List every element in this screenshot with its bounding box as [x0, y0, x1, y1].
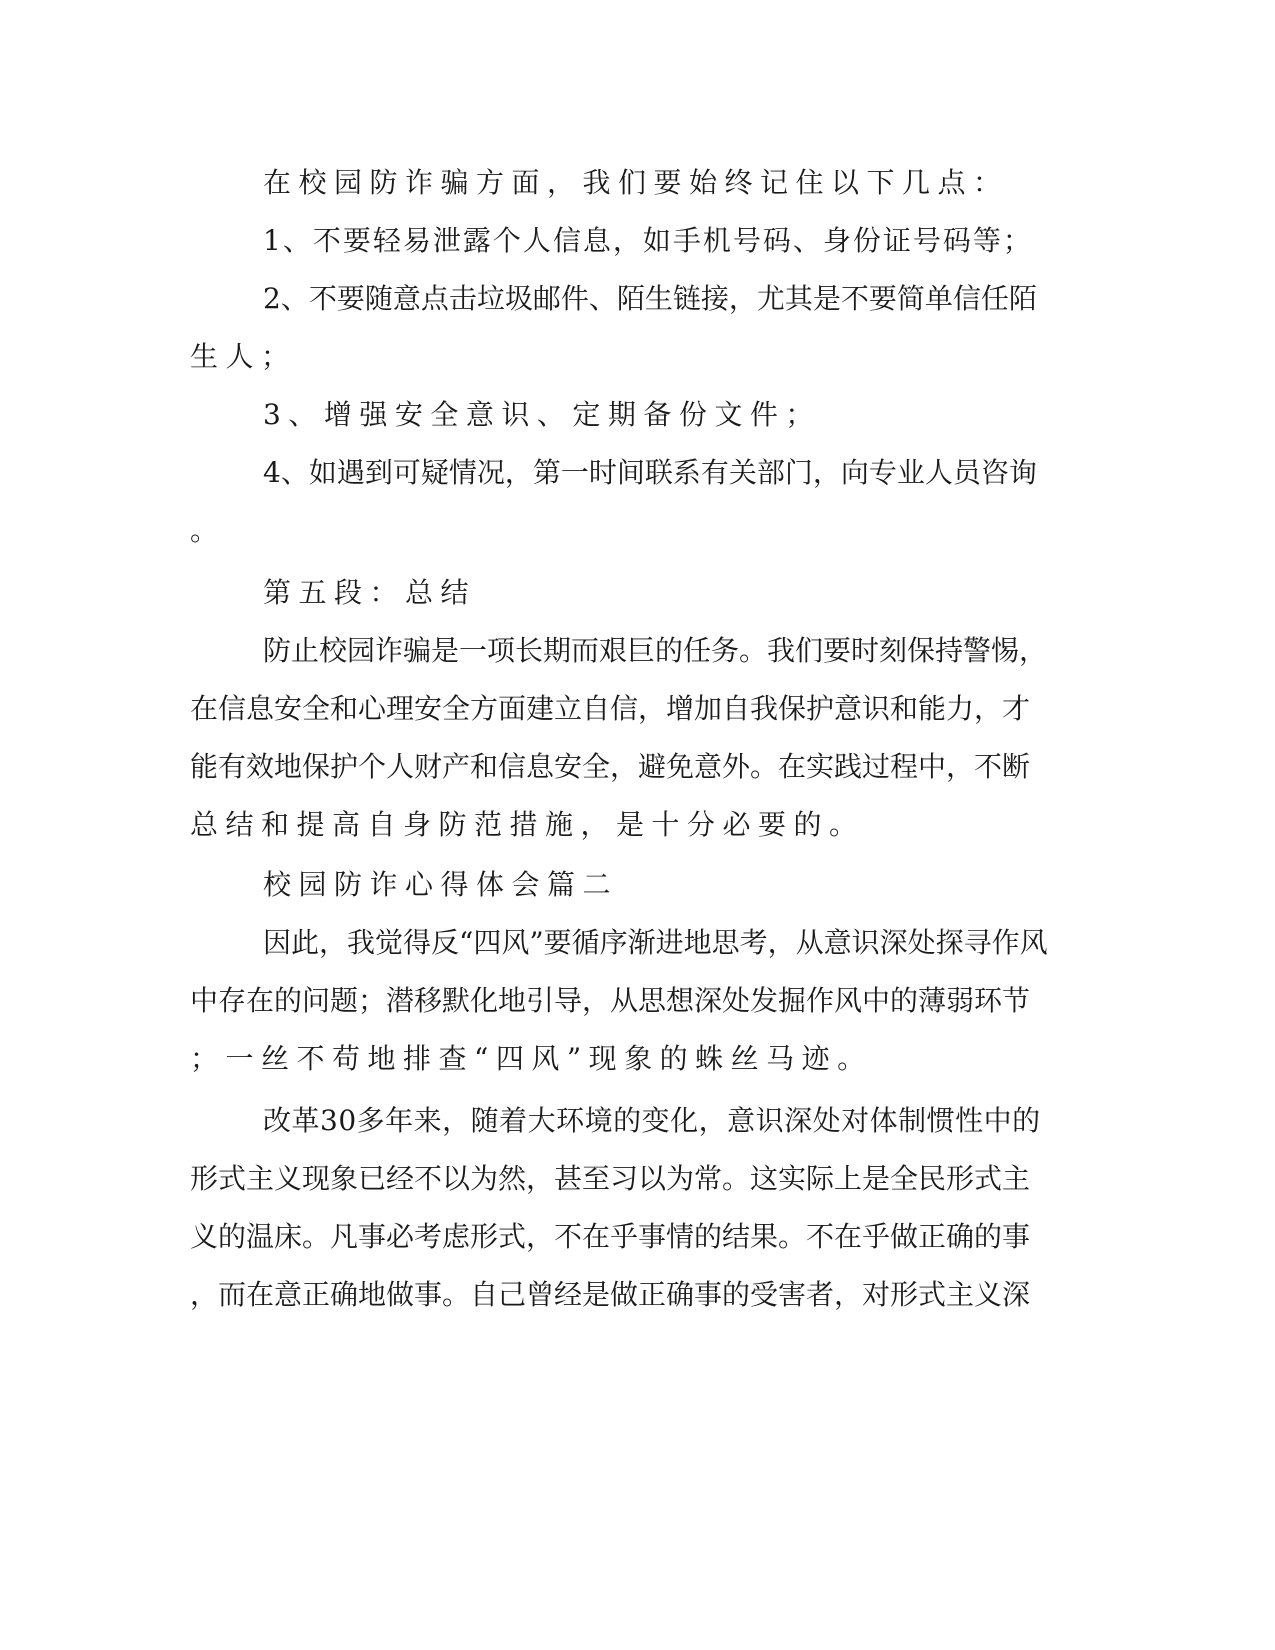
text-line: ；一丝不苟地排查“四风”现象的蛛丝马迹。: [190, 1042, 873, 1075]
text-line: 在信息安全和心理安全方面建立自信，增加自我保护意识和能力，才: [190, 692, 1031, 725]
text-line: 中存在的问题；潜移默化地引导，从思想深处发掘作风中的薄弱环节: [190, 984, 1031, 1017]
text-line: 在校园防诈骗方面，我们要始终记住以下几点：: [263, 166, 1009, 199]
text-line: 防止校园诈骗是一项长期而艰巨的任务。我们要时刻保持警惕，: [263, 634, 1048, 667]
text-line: 义的温床。凡事必考虑形式，不在乎事情的结果。不在乎做正确的事: [190, 1220, 1031, 1253]
text-line: 因此，我觉得反“四风”要循序渐进地思考，从意识深处探寻作风: [263, 926, 1048, 959]
list-item: 4、如遇到可疑情况，第一时间联系有关部门，向专业人员咨询: [263, 456, 1037, 489]
list-item: 3、增强安全意识、定期备份文件；: [263, 398, 821, 431]
list-item: 1、不要轻易泄露个人信息，如手机号码、身份证号码等；: [263, 224, 1033, 257]
section-heading: 第五段：总结: [263, 576, 477, 609]
text-line: 能有效地保护个人财产和信息安全，避免意外。在实践过程中，不断: [190, 750, 1031, 783]
text-line: 生人；: [190, 340, 297, 373]
text-line: ，而在意正确地做事。自己曾经是做正确事的受害者，对形式主义深: [190, 1278, 1031, 1311]
list-item: 2、不要随意点击垃圾邮件、陌生链接，尤其是不要简单信任陌: [263, 282, 1037, 315]
text-line: 。: [190, 514, 226, 547]
text-line: 改革30多年来，随着大环境的变化，意识深处对体制惯性中的: [263, 1104, 1041, 1137]
text-line: 形式主义现象已经不以为然，甚至习以为常。这实际上是全民形式主: [190, 1162, 1031, 1195]
article-heading: 校园防诈心得体会篇二: [263, 868, 619, 901]
text-line: 总结和提高自身防范措施，是十分必要的。: [190, 808, 865, 841]
